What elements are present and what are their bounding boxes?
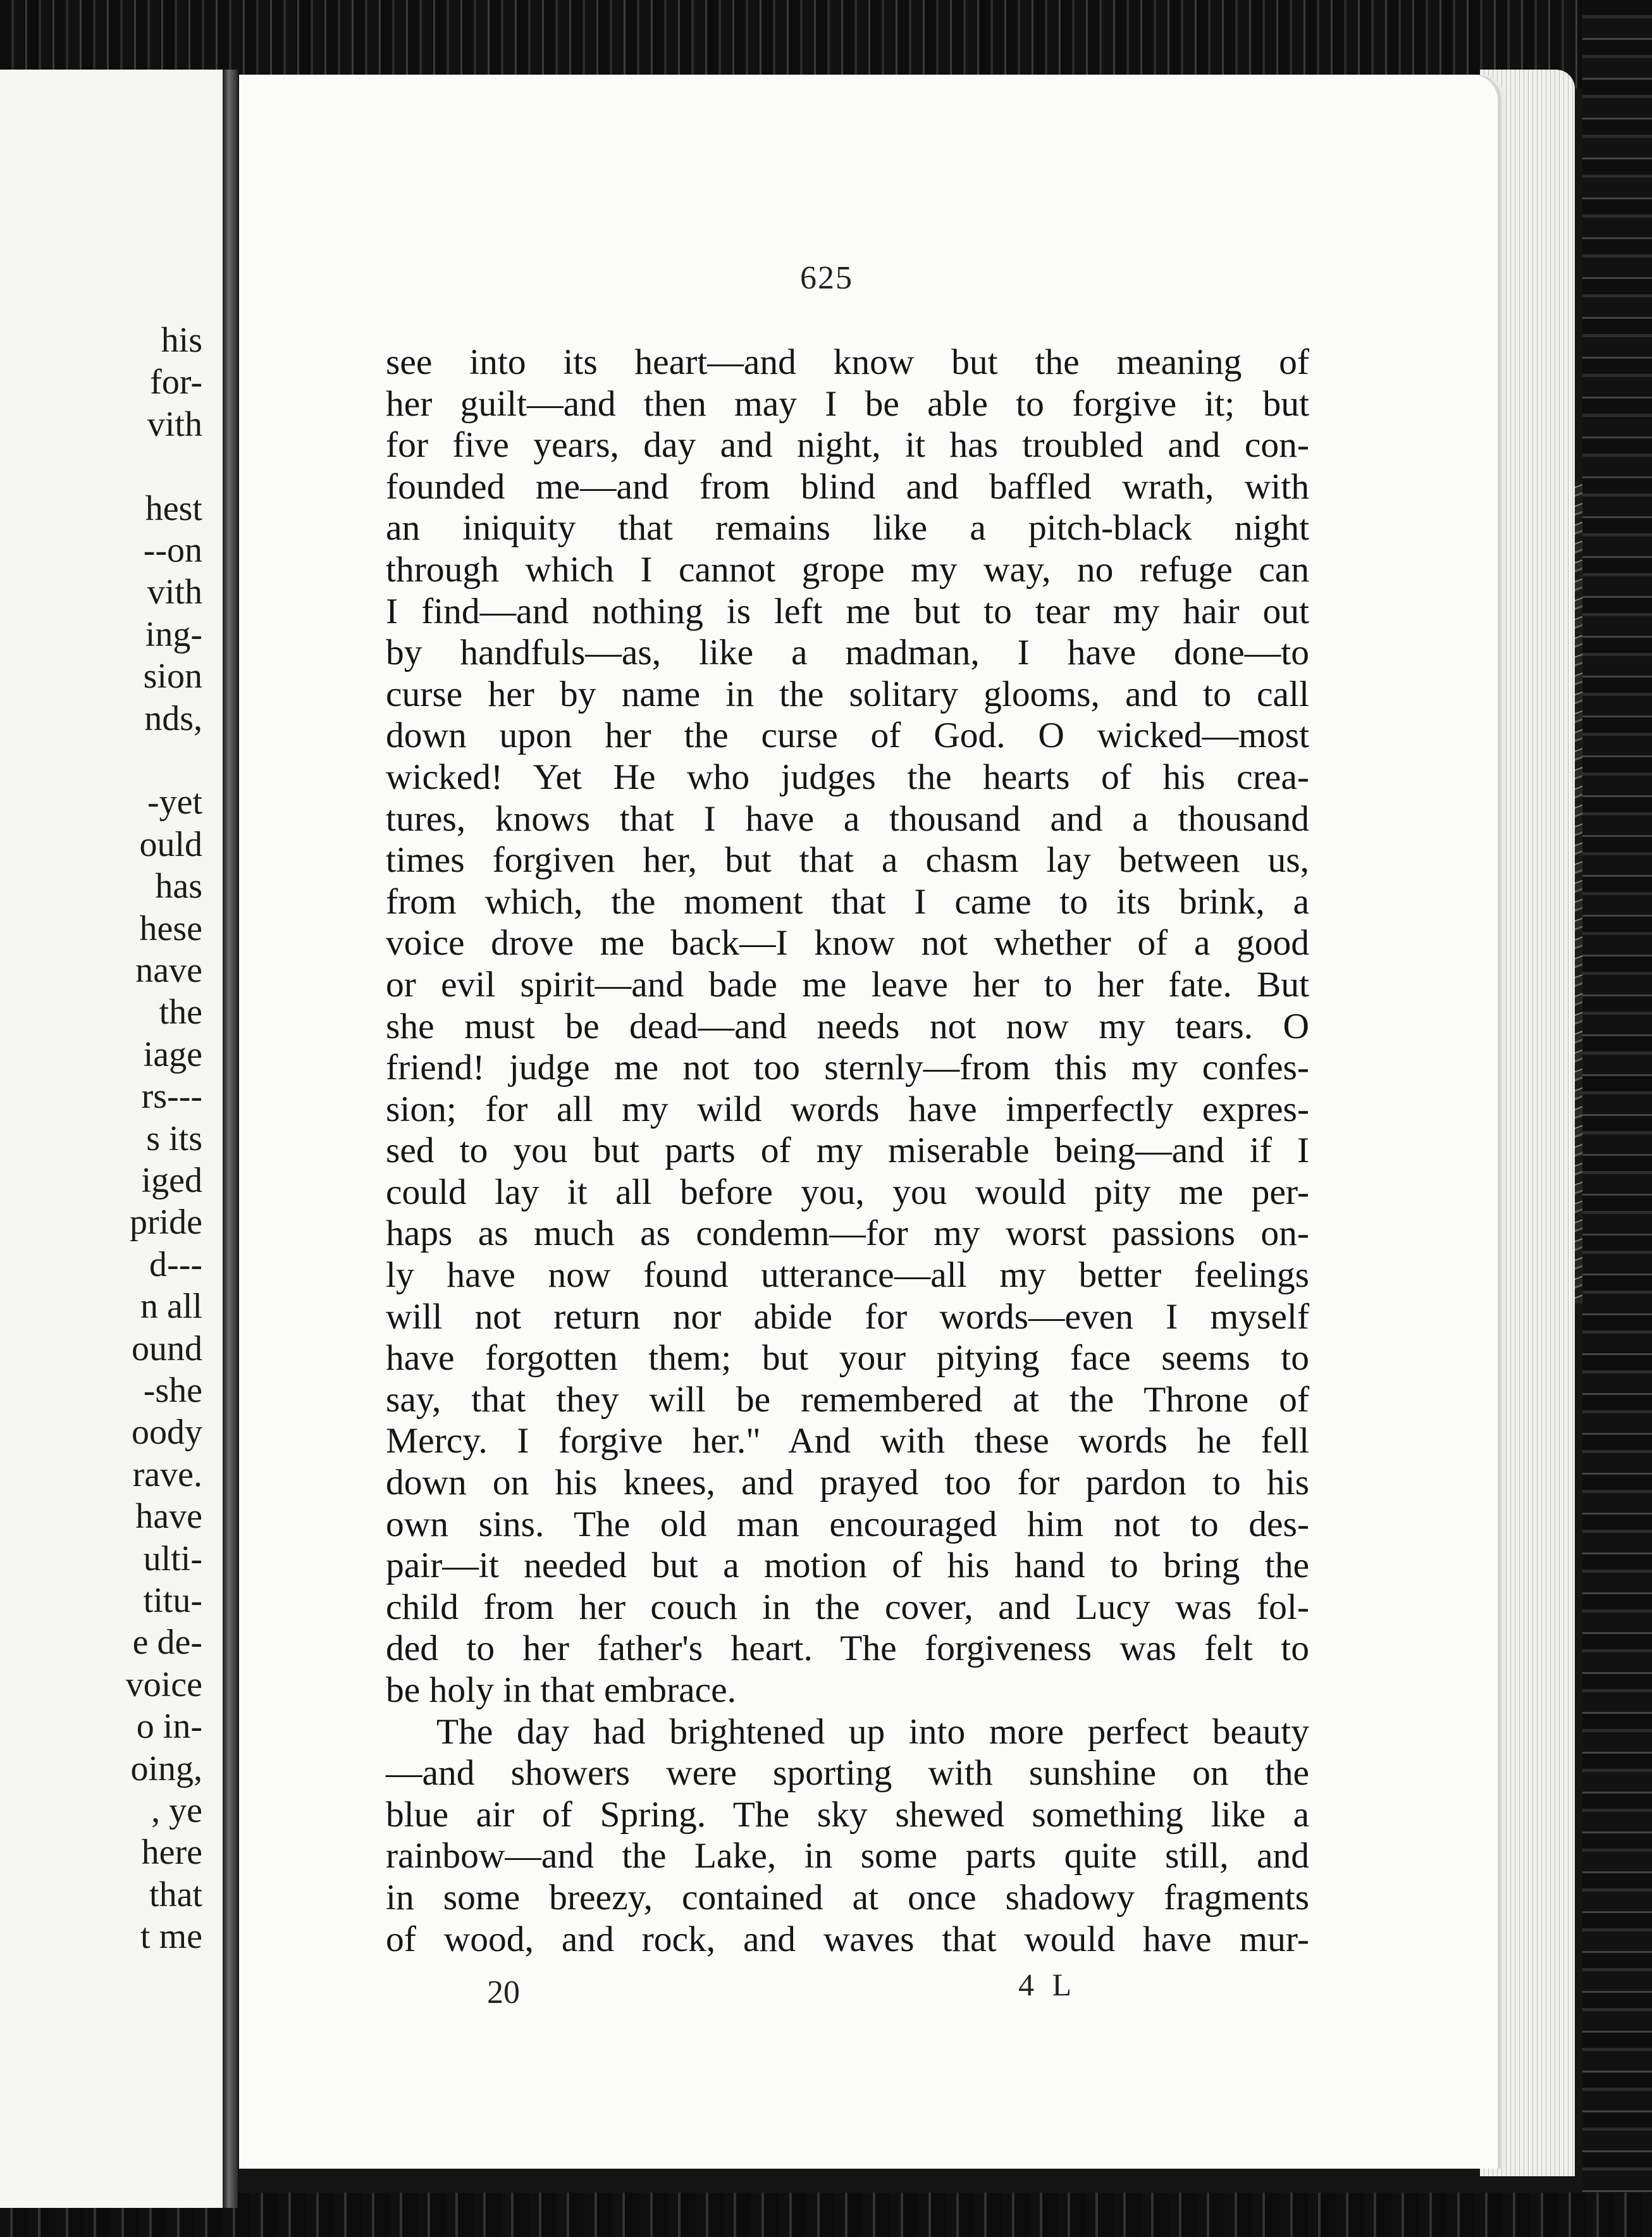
- signature-mark: 20: [487, 1974, 520, 2011]
- left-page-fragment: n all: [140, 1287, 202, 1327]
- left-page-fragment: hest: [145, 488, 202, 528]
- page-number: 625: [800, 260, 853, 296]
- left-page-fragment: iged: [141, 1161, 202, 1200]
- left-page-fragment: ound: [132, 1329, 202, 1368]
- text-line: through which I cannot grope my way, no refuge can: [386, 549, 1309, 590]
- text-line: tures, knows that I have a thousand and a thousand: [386, 798, 1309, 839]
- left-page-fragment: titu-: [143, 1581, 202, 1620]
- left-page-fragment: hese: [139, 908, 202, 948]
- scanner-bottom-edge: [0, 2193, 1652, 2237]
- left-page-fragment: vith: [147, 573, 202, 612]
- text-line: in some breezy, contained at once shadowy fragments: [386, 1877, 1309, 1918]
- text-line: by handfuls—as, like a madman, I have done—to: [386, 633, 1309, 673]
- left-page-fragment: here: [141, 1833, 202, 1873]
- text-line: down on his knees, and prayed too for pardon to his: [386, 1463, 1309, 1503]
- text-line: have forgotten them; but your pitying face seems to: [386, 1338, 1309, 1379]
- body-text: [386, 342, 1309, 1960]
- text-line: The day had brightened up into more perfect beauty: [436, 1711, 1309, 1752]
- text-line: blue air of Spring. The sky shewed something like a: [386, 1794, 1309, 1835]
- left-page-fragment: his: [161, 321, 202, 360]
- text-line: child from her couch in the cover, and Lucy was fol-: [386, 1587, 1309, 1627]
- left-page-fragment: has: [155, 867, 202, 907]
- text-line: I find—and nothing is left me but to tear my hair out: [386, 591, 1309, 631]
- left-page-fragment: -yet: [147, 783, 202, 822]
- left-page-fragment: d---: [149, 1244, 202, 1284]
- left-page-fragment: t me: [140, 1917, 202, 1957]
- text-line: will not return nor abide for words—even I myself: [386, 1296, 1309, 1337]
- text-line: be holy in that embrace.: [386, 1670, 737, 1710]
- text-line: sed to you but parts of my miserable being—and if I: [386, 1131, 1309, 1171]
- left-page-fragment: e de-: [132, 1623, 202, 1663]
- left-page-fragment: ulti-: [143, 1539, 202, 1578]
- left-page-fragment: pride: [129, 1203, 202, 1242]
- text-line: ly have now found utterance—all my better feelings: [386, 1255, 1309, 1296]
- text-line: or evil spirit—and bade me leave her to her fate. But: [386, 964, 1309, 1005]
- text-line: an iniquity that remains like a pitch-black night: [386, 508, 1309, 548]
- left-page-fragment: iage: [143, 1034, 202, 1074]
- text-line: down upon her the curse of God. O wicked—most: [386, 716, 1309, 756]
- binding-gutter: [223, 70, 238, 2208]
- left-facing-page: [0, 70, 230, 2208]
- text-line: could lay it all before you, you would pity me per-: [386, 1172, 1309, 1212]
- text-line: wicked! Yet He who judges the hearts of his crea-: [386, 757, 1309, 797]
- left-page-fragment: have: [135, 1497, 202, 1537]
- left-page-fragment: s its: [146, 1118, 202, 1158]
- left-page-fragment: rs---: [141, 1077, 202, 1117]
- text-line: ded to her father's heart. The forgiveness was felt to: [386, 1628, 1309, 1669]
- left-page-fragment: -she: [143, 1371, 202, 1410]
- text-line: pair—it needed but a motion of his hand to bring the: [386, 1546, 1309, 1586]
- left-page-fragment: vith: [147, 404, 202, 444]
- left-page-fragment: for-: [150, 363, 202, 402]
- text-line: she must be dead—and needs not now my tears. O: [386, 1006, 1309, 1046]
- left-page-fragment: oing,: [130, 1749, 202, 1788]
- text-line: times forgiven her, but that a chasm lay between us,: [386, 840, 1309, 881]
- text-line: from which, the moment that I came to its brink, a: [386, 881, 1309, 922]
- sheet-mark: 4 L: [1018, 1967, 1077, 2002]
- text-line: friend! judge me not too sternly—from this my confes-: [386, 1048, 1309, 1088]
- text-line: own sins. The old man encouraged him not to des-: [386, 1504, 1309, 1544]
- text-line: for five years, day and night, it has troubled and con-: [386, 425, 1309, 466]
- text-line: of wood, and rock, and waves that would have mur-: [386, 1919, 1309, 1959]
- text-line: rainbow—and the Lake, in some parts quite still, and: [386, 1836, 1309, 1876]
- text-line: Mercy. I forgive her." And with these words he fell: [386, 1421, 1309, 1461]
- left-page-fragment: oody: [132, 1413, 202, 1453]
- left-page-fragment: o in-: [136, 1707, 202, 1747]
- left-page-fragment: --on: [143, 531, 202, 570]
- text-line: founded me—and from blind and baffled wrath, with: [386, 466, 1309, 507]
- text-line: curse her by name in the solitary glooms, and to call: [386, 674, 1309, 714]
- left-page-fragment: ing-: [145, 614, 202, 654]
- left-page-fragment: nave: [135, 951, 202, 990]
- left-page-fragment: sion: [143, 657, 202, 697]
- text-line: see into its heart—and know but the meaning of: [386, 342, 1309, 382]
- scanner-right-edge: [1582, 0, 1652, 2237]
- left-page-fragment: , ye: [151, 1791, 202, 1830]
- text-line: sion; for all my wild words have imperfectly expres-: [386, 1089, 1309, 1129]
- left-page-fragment: nds,: [144, 698, 202, 738]
- left-page-fragment: ould: [139, 824, 202, 864]
- left-page-fragment: rave.: [132, 1454, 202, 1494]
- left-page-fragment: that: [149, 1874, 202, 1914]
- text-line: haps as much as condemn—for my worst passions on-: [386, 1213, 1309, 1254]
- text-line: say, that they will be remembered at the Throne of: [386, 1379, 1309, 1420]
- left-page-fragment: the: [159, 993, 202, 1032]
- text-line: her guilt—and then may I be able to forgive it; but: [386, 383, 1309, 424]
- text-line: voice drove me back—I know not whether of a good: [386, 923, 1309, 964]
- text-line: —and showers were sporting with sunshine on the: [386, 1753, 1309, 1794]
- left-page-fragment: voice: [125, 1664, 202, 1704]
